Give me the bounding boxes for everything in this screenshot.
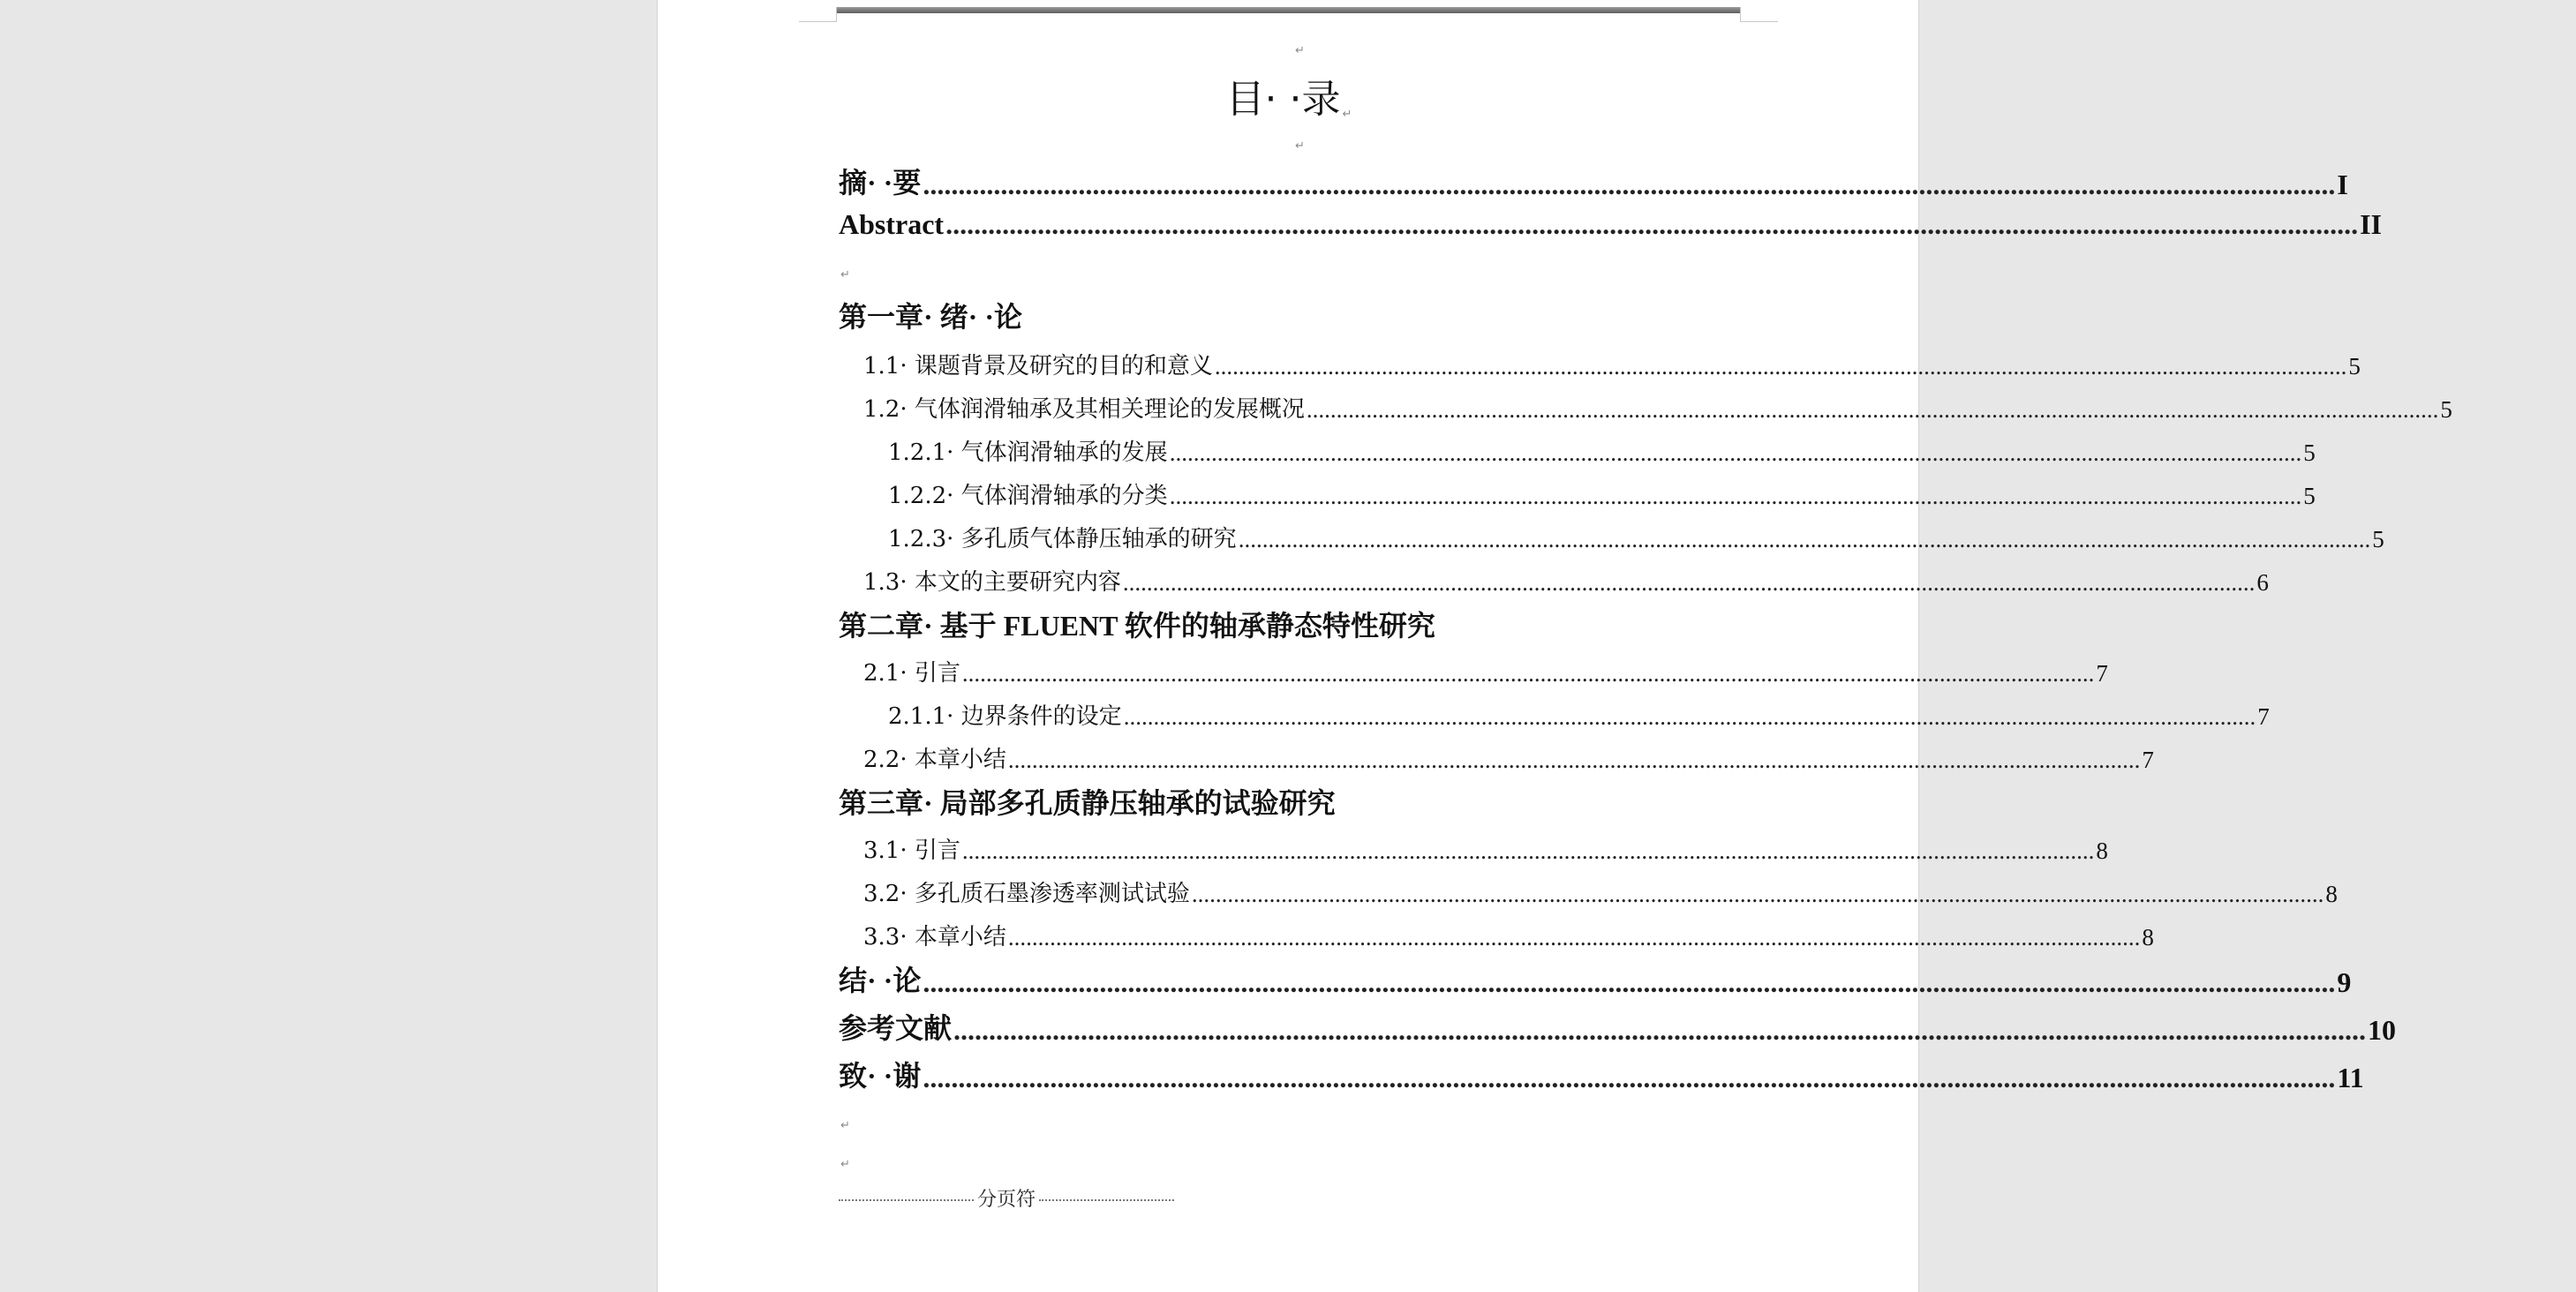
toc-entry[interactable]: 摘· ·要 ........................................................................................................................................................................................................ I — [839, 167, 2348, 200]
toc-entry[interactable]: 致· ·谢 ........................................................................................................................................................................................................ 11 — [839, 1060, 2364, 1093]
document-page — [657, 0, 2452, 1292]
toc-entry[interactable]: 1.2.1· 气体润滑轴承的发展 .............................................................................................................................................................................................. 5 — [888, 439, 2316, 466]
dot-leader: .............................................................................................................................................................................................. — [1169, 439, 2302, 466]
chapter-heading[interactable]: 第三章· 局部多孔质静压轴承的试验研究 — [839, 787, 1336, 819]
dot-leader: ........................................................................................................................................................................................................ — [945, 208, 2359, 240]
toc-entry[interactable]: 1.3· 本文的主要研究内容 .............................................................................................................................................................................................. 6 — [863, 569, 2269, 596]
page-break[interactable] — [839, 1184, 1174, 1212]
dot-leader: .............................................................................................................................................................................................. — [1007, 747, 2141, 773]
toc-entry[interactable]: 3.3· 本章小结 .............................................................................................................................................................................................. 8 — [863, 924, 2154, 950]
dot-leader: .............................................................................................................................................................................................. — [1123, 703, 2256, 730]
dot-leader: .............................................................................................................................................................................................. — [1191, 881, 2324, 907]
dot-leader: .............................................................................................................................................................................................. — [961, 660, 2095, 687]
toc-entry[interactable]: 2.2· 本章小结 .............................................................................................................................................................................................. 7 — [863, 747, 2154, 773]
toc-entry[interactable]: 1.2.2· 气体润滑轴承的分类 .............................................................................................................................................................................................. 5 — [888, 483, 2316, 509]
toc-entry[interactable]: 结· ·论 ........................................................................................................................................................................................................ 9 — [839, 965, 2352, 998]
paragraph-mark: ↵ — [840, 1158, 850, 1171]
dot-leader: ........................................................................................................................................................................................................ — [923, 1062, 2336, 1093]
dot-leader: .............................................................................................................................................................................................. — [1007, 924, 2141, 950]
toc-entry[interactable]: 参考文献 ........................................................................................................................................................................................................ 10 — [839, 1012, 2397, 1046]
toc-title[interactable]: 目· ·录 ↵ — [1225, 77, 1352, 122]
paragraph-mark: ↵ — [840, 268, 850, 282]
margin-corner-left — [799, 7, 837, 22]
dot-leader: .............................................................................................................................................................................................. — [1122, 569, 2256, 596]
paragraph-mark: ↵ — [1295, 139, 1305, 153]
chapter-heading[interactable]: 第二章· 基于 FLUENT 软件的轴承静态特性研究 — [839, 610, 1435, 642]
toc-entry[interactable]: 1.1· 课题背景及研究的目的和意义 .............................................................................................................................................................................................. 5 — [863, 353, 2361, 379]
toc-entry[interactable]: 2.1· 引言 .............................................................................................................................................................................................. 7 — [863, 660, 2108, 687]
toc-entry[interactable]: 3.1· 引言 .............................................................................................................................................................................................. 8 — [863, 838, 2108, 864]
toc-entry[interactable]: 1.2· 气体润滑轴承及其相关理论的发展概况 .............................................................................................................................................................................................. 5 — [863, 396, 2452, 423]
dot-leader: .............................................................................................................................................................................................. — [1306, 396, 2439, 423]
paragraph-mark: ↵ — [1295, 44, 1305, 57]
toc-entry[interactable]: 3.2· 多孔质石墨渗透率测试试验 .............................................................................................................................................................................................. 8 — [863, 881, 2338, 907]
margin-corner-right — [1740, 7, 1778, 22]
page-number: I — [2337, 169, 2348, 200]
header-separator — [836, 7, 1740, 13]
page-break-label: 分页符 — [977, 1189, 1036, 1211]
dot-leader: ........................................................................................................................................................................................................ — [923, 169, 2336, 200]
paragraph-mark: ↵ — [840, 1119, 850, 1132]
page-number: II — [2360, 208, 2382, 240]
toc-entry[interactable]: 2.1.1· 边界条件的设定 .............................................................................................................................................................................................. 7 — [888, 703, 2270, 730]
chapter-heading[interactable]: 第一章· 绪· ·论 — [839, 301, 1023, 333]
toc-entry[interactable]: 1.2.3· 多孔质气体静压轴承的研究 .............................................................................................................................................................................................. 5 — [888, 526, 2384, 552]
dot-leader: .............................................................................................................................................................................................. — [1169, 483, 2302, 509]
dot-leader: .............................................................................................................................................................................................. — [961, 838, 2095, 864]
dot-leader: .............................................................................................................................................................................................. — [1238, 526, 2371, 552]
dot-leader: ........................................................................................................................................................................................................ — [953, 1014, 2367, 1046]
dot-leader: ........................................................................................................................................................................................................ — [923, 966, 2336, 998]
dot-leader: .............................................................................................................................................................................................. — [1214, 353, 2347, 379]
toc-entry[interactable]: Abstract ........................................................................................................................................................................................................ II — [839, 208, 2382, 240]
